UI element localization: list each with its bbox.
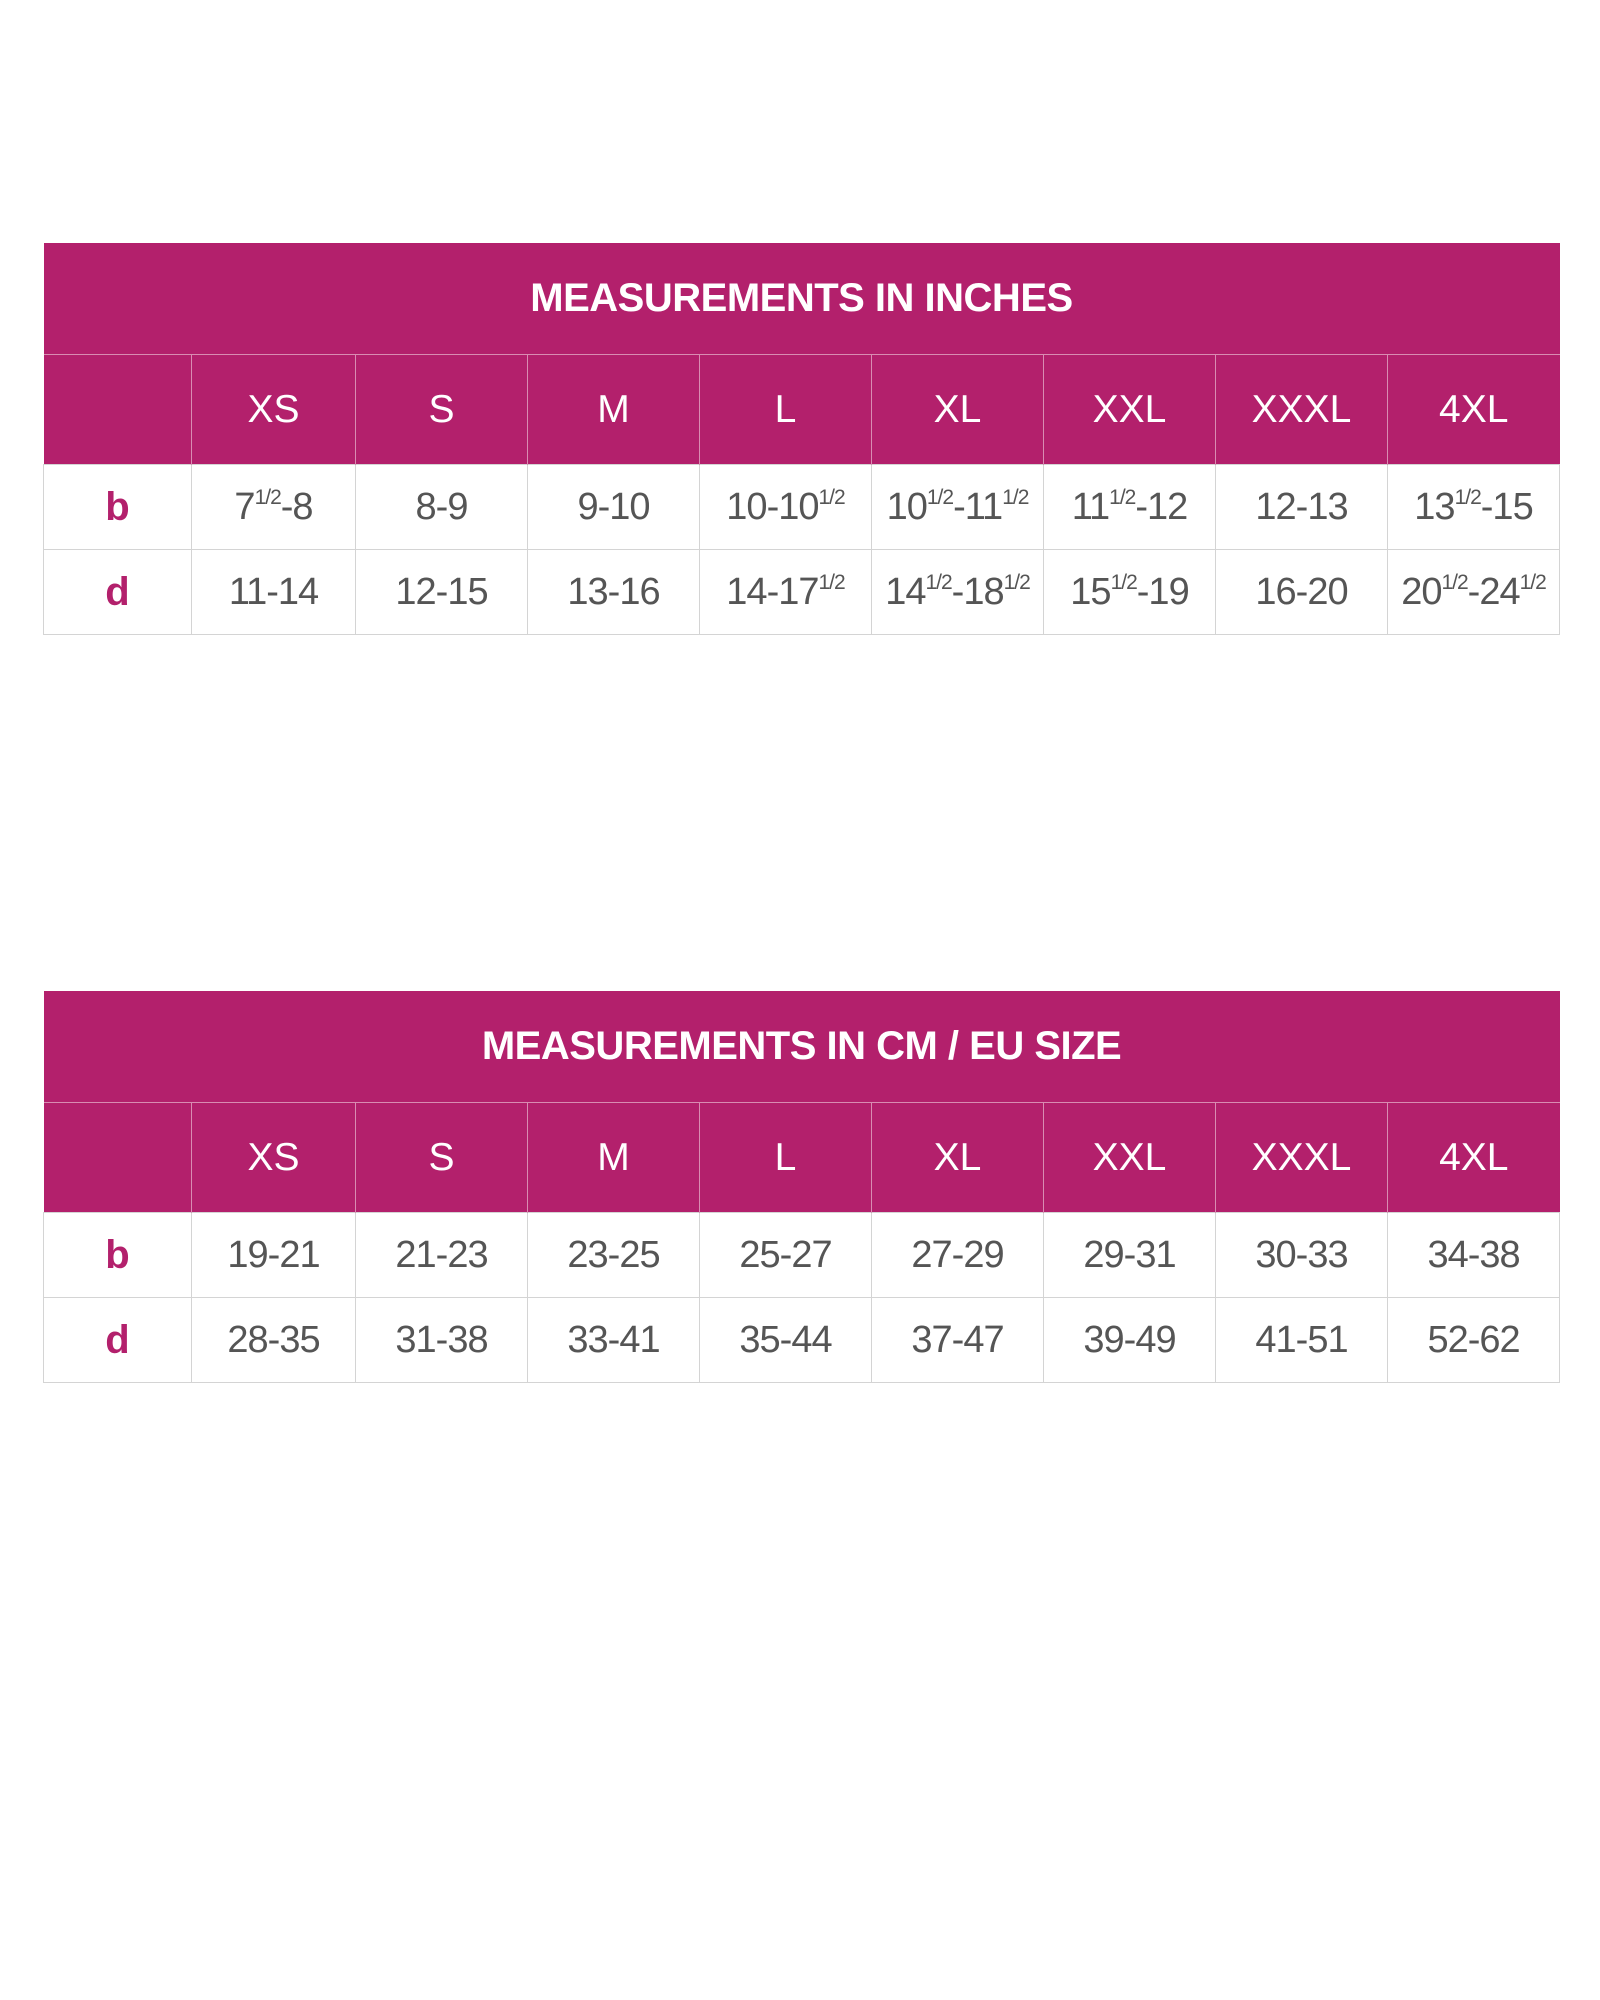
fraction-superscript: 1/2 [1110, 570, 1137, 594]
measurement-cell [872, 1298, 1044, 1383]
measurement-cell [192, 1298, 356, 1383]
measurement-cell [192, 550, 356, 635]
fraction-superscript: 1/2 [1441, 570, 1468, 594]
measurement-cell [528, 1213, 700, 1298]
measurement-cell [1388, 550, 1560, 635]
value-text: 14 [885, 570, 926, 613]
value-text: -24 [1467, 570, 1520, 613]
fraction-superscript: 1/2 [1454, 485, 1481, 509]
value-text: 13 [1414, 485, 1455, 528]
value-text: 37-47 [911, 1318, 1004, 1361]
row-label: d [44, 550, 192, 635]
row-label: b [44, 465, 192, 550]
fraction-superscript: 1/2 [818, 570, 845, 594]
size-header: M [528, 1103, 700, 1213]
fraction-superscript: 1/2 [1002, 485, 1029, 509]
value-text: 30-33 [1255, 1233, 1348, 1276]
value-text: 12-13 [1255, 485, 1348, 528]
measurement-cell [192, 465, 356, 550]
value-text: 25-27 [739, 1233, 832, 1276]
size-header: 4XL [1388, 1103, 1560, 1213]
value-text: 14-17 [726, 570, 819, 613]
size-header: 4XL [1388, 355, 1560, 465]
value-text: 33-41 [567, 1318, 660, 1361]
value-text: 21-23 [395, 1233, 488, 1276]
measurement-cell [700, 465, 872, 550]
value-text: 20 [1401, 570, 1442, 613]
size-header: XS [192, 355, 356, 465]
corner-cell [44, 1103, 192, 1213]
size-header: XXXL [1216, 1103, 1388, 1213]
fraction-superscript: 1/2 [926, 485, 954, 509]
measurement-cell [700, 1298, 872, 1383]
value-text: -19 [1136, 570, 1189, 613]
value-text: -15 [1480, 485, 1533, 528]
value-text: 27-29 [911, 1233, 1004, 1276]
fraction-superscript: 1/2 [254, 485, 281, 509]
size-header: XXXL [1216, 355, 1388, 465]
fraction-superscript: 1/2 [925, 570, 952, 594]
size-header: M [528, 355, 700, 465]
size-chart-inches [43, 243, 1560, 635]
size-header: S [356, 355, 528, 465]
corner-cell [44, 355, 192, 465]
measurement-cell [1216, 465, 1388, 550]
value-text: 28-35 [227, 1318, 320, 1361]
size-header: XXL [1044, 1103, 1216, 1213]
measurement-cell [1216, 1213, 1388, 1298]
measurement-cell [872, 1213, 1044, 1298]
measurement-cell [1044, 1213, 1216, 1298]
measurement-cell [1216, 1298, 1388, 1383]
value-text: 29-31 [1083, 1233, 1176, 1276]
value-text: 9-10 [577, 485, 650, 528]
measurement-cell [872, 550, 1044, 635]
value-text: 7 [234, 485, 255, 528]
size-header: S [356, 1103, 528, 1213]
measurement-cell [356, 550, 528, 635]
value-text: 10-10 [726, 485, 819, 528]
value-text: -18 [951, 570, 1004, 613]
value-text: 13-16 [567, 570, 660, 613]
table-title: MEASUREMENTS IN INCHES [44, 243, 1560, 355]
measurement-cell [1044, 550, 1216, 635]
value-text: 34-38 [1427, 1233, 1520, 1276]
value-text: 16-20 [1255, 570, 1348, 613]
size-chart-cm [43, 991, 1560, 1383]
row-label: b [44, 1213, 192, 1298]
value-text: 19-21 [227, 1233, 320, 1276]
value-text: 39-49 [1083, 1318, 1176, 1361]
measurement-cell [356, 1298, 528, 1383]
measurement-cell [1388, 1213, 1560, 1298]
value-text: 23-25 [567, 1233, 660, 1276]
value-text: 10 [886, 485, 927, 528]
value-text: -8 [280, 485, 313, 528]
fraction-superscript: 1/2 [1519, 570, 1546, 594]
measurement-cell [1388, 1298, 1560, 1383]
measurement-cell [872, 465, 1044, 550]
value-text: 8-9 [415, 485, 468, 528]
size-header: XL [872, 1103, 1044, 1213]
size-header: XL [872, 355, 1044, 465]
measurement-cell [700, 1213, 872, 1298]
measurement-cell [192, 1213, 356, 1298]
value-text: -12 [1135, 485, 1188, 528]
fraction-superscript: 1/2 [1109, 485, 1136, 509]
size-header: XXL [1044, 355, 1216, 465]
fraction-superscript: 1/2 [818, 485, 845, 509]
value-text: 35-44 [739, 1318, 832, 1361]
measurement-cell [528, 1298, 700, 1383]
value-text: 15 [1070, 570, 1111, 613]
value-text: 12-15 [395, 570, 488, 613]
measurement-cell [356, 465, 528, 550]
value-text: 52-62 [1427, 1318, 1520, 1361]
table-title: MEASUREMENTS IN CM / EU SIZE [44, 991, 1560, 1103]
row-label: d [44, 1298, 192, 1383]
measurement-cell [1044, 1298, 1216, 1383]
value-text: 31-38 [395, 1318, 488, 1361]
value-text: 11 [1071, 485, 1110, 528]
value-text: 11-14 [228, 570, 319, 613]
measurement-cell [356, 1213, 528, 1298]
measurement-cell [528, 550, 700, 635]
value-text: 41-51 [1255, 1318, 1348, 1361]
table-row [44, 465, 1560, 550]
table-row [44, 550, 1560, 635]
measurement-cell [528, 465, 700, 550]
fraction-superscript: 1/2 [1003, 570, 1030, 594]
measurement-cell [700, 550, 872, 635]
measurement-cell [1216, 550, 1388, 635]
table-row [44, 1298, 1560, 1383]
size-header: L [700, 355, 872, 465]
measurement-cell [1388, 465, 1560, 550]
table-row [44, 1213, 1560, 1298]
value-text: -11 [953, 485, 1003, 528]
measurement-cell [1044, 465, 1216, 550]
size-header: L [700, 1103, 872, 1213]
size-header: XS [192, 1103, 356, 1213]
